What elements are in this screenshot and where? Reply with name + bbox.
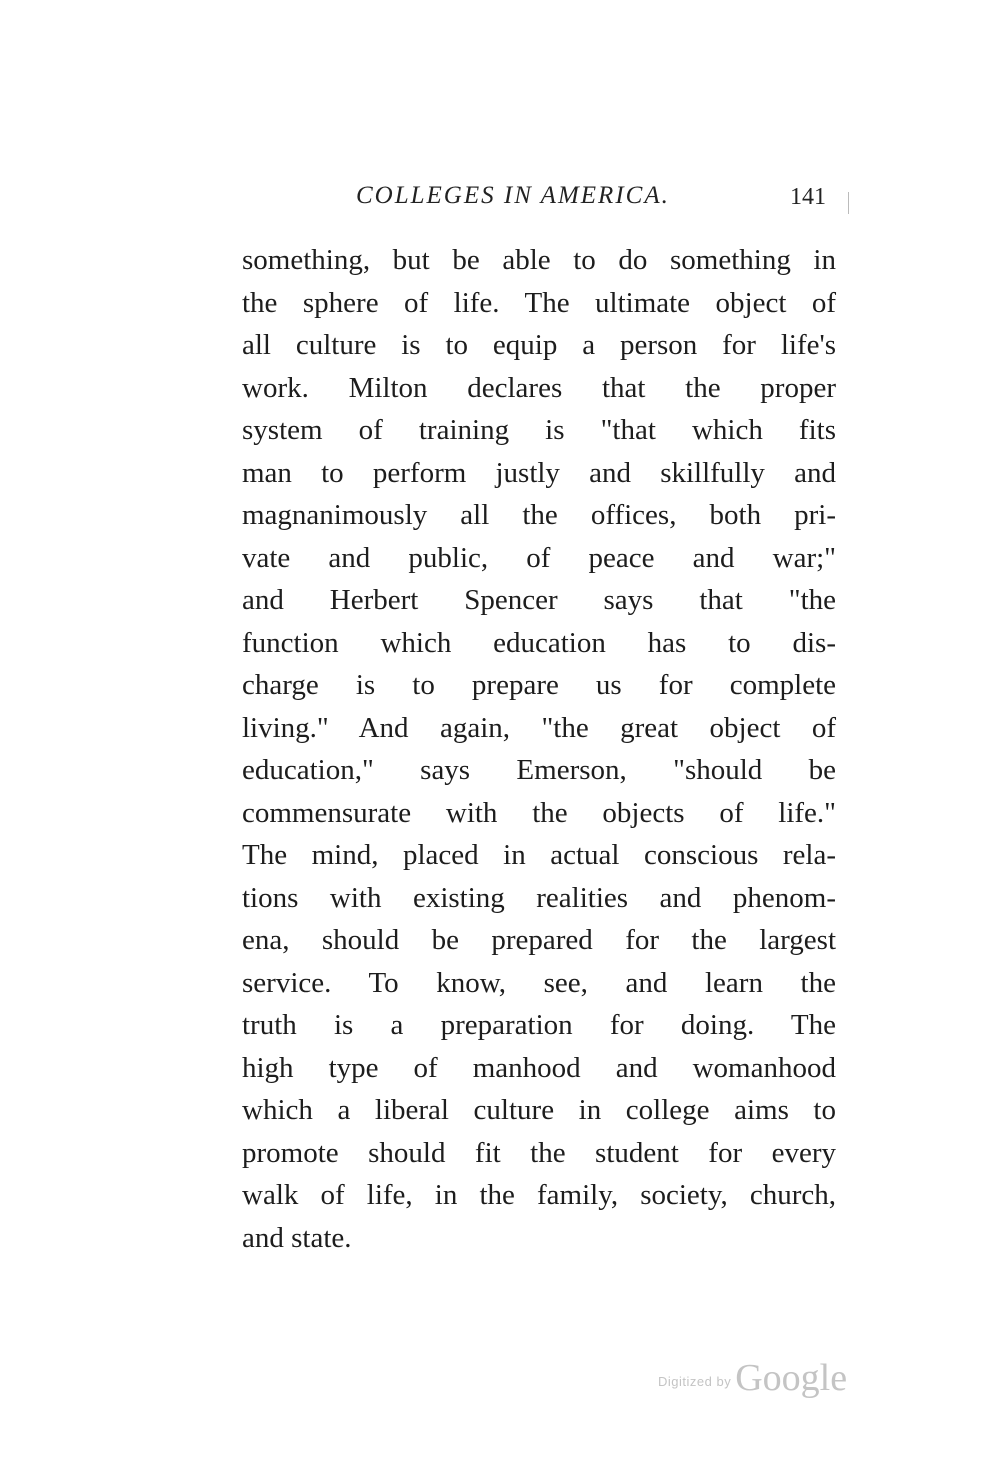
body-text bbox=[242, 239, 836, 1259]
text-line: the sphere of life. The ultimate object of bbox=[242, 286, 836, 319]
watermark-brand: Google bbox=[735, 1357, 848, 1399]
text-line: promote should fit the student for every bbox=[242, 1136, 836, 1169]
text-line: work. Milton declares that the proper bbox=[242, 371, 836, 404]
text-line: vate and public, of peace and war;" bbox=[242, 541, 836, 574]
text-line: truth is a preparation for doing. The bbox=[242, 1009, 836, 1041]
margin-mark bbox=[848, 192, 849, 214]
text-line: service. To know, see, and learn the bbox=[242, 966, 836, 999]
text-line: education," says Emerson, "should be bbox=[242, 754, 836, 786]
text-line: living." And again, "the great object of bbox=[242, 711, 836, 744]
text-line: The mind, placed in actual conscious rela- bbox=[242, 839, 836, 871]
text-line: commensurate with the objects of life." bbox=[242, 796, 836, 829]
text-line: something, but be able to do something in bbox=[242, 244, 836, 276]
text-line: which a liberal culture in college aims to bbox=[242, 1094, 836, 1126]
text-line: walk of life, in the family, society, church, bbox=[242, 1179, 836, 1211]
running-head: COLLEGES IN AMERICA. bbox=[356, 182, 670, 209]
text-line: all culture is to equip a person for life's bbox=[242, 329, 836, 361]
text-line: man to perform justly and skillfully and bbox=[242, 456, 836, 489]
page-number: 141 bbox=[790, 184, 826, 210]
text-line: system of training is "that which fits bbox=[242, 414, 836, 446]
text-line: and Herbert Spencer says that "the bbox=[242, 584, 836, 616]
digitization-watermark bbox=[658, 1356, 847, 1400]
text-line: function which education has to dis- bbox=[242, 626, 836, 659]
text-line: and state. bbox=[242, 1221, 352, 1254]
text-line: tions with existing realities and phenom- bbox=[242, 881, 836, 914]
text-line: ena, should be prepared for the largest bbox=[242, 924, 836, 956]
text-line: high type of manhood and womanhood bbox=[242, 1051, 836, 1084]
text-line: magnanimously all the offices, both pri- bbox=[242, 499, 836, 531]
text-line: charge is to prepare us for complete bbox=[242, 669, 836, 701]
watermark-prefix: Digitized by bbox=[658, 1374, 732, 1389]
